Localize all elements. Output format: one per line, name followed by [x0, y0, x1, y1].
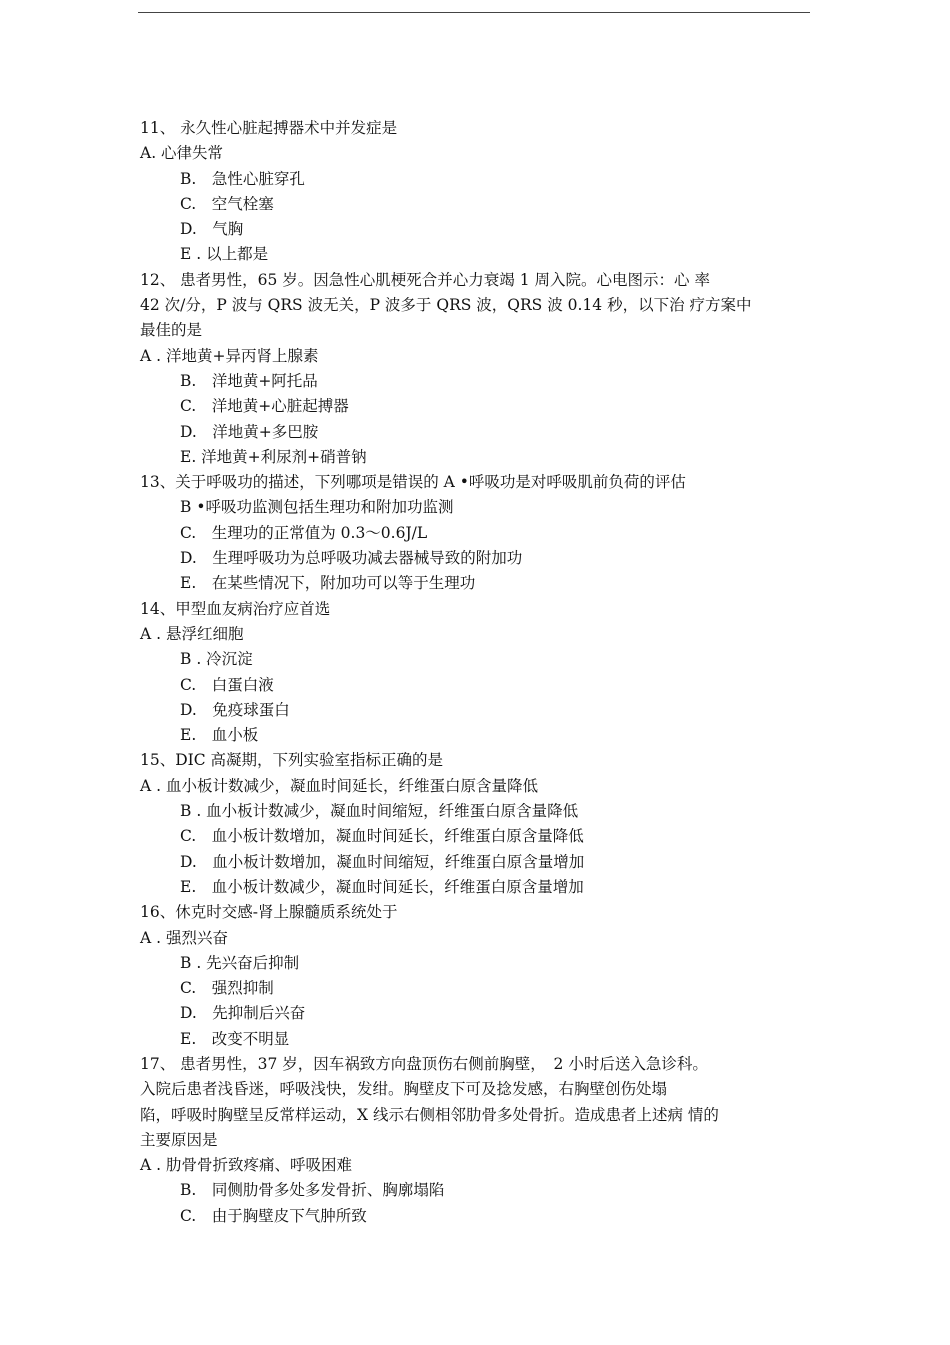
answer-option: C. 洋地黄+心脏起搏器: [180, 397, 349, 416]
answer-option: C. 由于胸壁皮下气肿所致: [180, 1206, 367, 1225]
question-block: [140, 116, 812, 268]
answer-option: B. 洋地黄+阿托品: [180, 371, 318, 390]
option-a: A. 心律失常: [140, 144, 224, 163]
answer-option: C. 血小板计数增加，凝血时间延长，纤维蛋白原含量降低: [180, 827, 584, 846]
question-stem-line: 最佳的是: [140, 321, 203, 340]
question-stem-line: 11、 永久性心脏起搏器术中并发症是: [140, 119, 398, 137]
question-block: [140, 748, 812, 900]
answer-option: C. 生理功的正常值为 0.3〜0.6J/L: [180, 523, 428, 542]
question-block: [140, 268, 812, 470]
header-rule: [138, 12, 810, 13]
question-stem-line: 17、 患者男性，37 岁，因车祸致方向盘顶伤右侧前胸壁， 2 小时后送入急诊科。: [140, 1054, 708, 1073]
question-stem-line: 14、甲型血友病治疗应首选: [140, 599, 331, 618]
question-block: [140, 1052, 812, 1229]
question-stem-line: 16、休克时交感-肾上腺髓质系统处于: [140, 903, 398, 922]
answer-option: D. 生理呼吸功为总呼吸功减去器械导致的附加功: [180, 549, 523, 568]
question-list: [140, 116, 812, 1229]
question-stem-line: 入院后患者浅昏迷，呼吸浅快，发绀。胸壁皮下可及捻发感，右胸壁创伤处塌: [140, 1080, 668, 1099]
question-block: [140, 597, 812, 749]
answer-option: E. 在某些情况下，附加功可以等于生理功: [180, 574, 476, 593]
option-a: A . 强烈兴奋: [140, 928, 228, 947]
answer-option: C. 白蛋白液: [180, 675, 274, 694]
question-stem-line: 13、关于呼吸功的描述，下列哪项是错误的 A •呼吸功是对呼吸肌前负荷的评估: [140, 473, 686, 492]
answer-option: B. 同侧肋骨多处多发骨折、胸廓塌陷: [180, 1181, 445, 1200]
answer-option: B. 急性心脏穿孔: [180, 169, 305, 188]
answer-option: D. 气胸: [180, 220, 244, 239]
option-a: A . 肋骨骨折致疼痛、呼吸困难: [140, 1156, 352, 1175]
answer-option: C. 强烈抑制: [180, 979, 274, 998]
answer-option: E. 血小板: [180, 726, 259, 745]
question-stem-line: 15、DIC 高凝期，下列实验室指标正确的是: [140, 751, 444, 770]
answer-option: E. 血小板计数减少，凝血时间延长，纤维蛋白原含量增加: [180, 877, 584, 896]
question-block: [140, 470, 812, 596]
answer-option: B •呼吸功监测包括生理功和附加功监测: [180, 498, 454, 517]
answer-option: D. 免疫球蛋白: [180, 700, 290, 719]
answer-option: B . 先兴奋后抑制: [180, 953, 300, 972]
question-stem-line: 陷，呼吸时胸壁呈反常样运动，X 线示右侧相邻肋骨多处骨折。造成患者上述病 情的: [140, 1105, 719, 1124]
answer-option: C. 空气栓塞: [180, 194, 274, 213]
answer-option: E. 改变不明显: [180, 1029, 290, 1048]
option-a: A . 洋地黄+异丙肾上腺素: [140, 346, 319, 365]
answer-option: B . 冷沉淀: [180, 650, 253, 669]
question-stem-line: 12、 患者男性，65 岁。因急性心肌梗死合并心力衰竭 1 周入院。心电图示：心 率: [140, 270, 710, 289]
question-stem-line: 42 次/分，P 波与 QRS 波无关，P 波多于 QRS 波，QRS 波 0.14 秒，以下治 疗方案中: [140, 296, 752, 315]
answer-option: E . 以上都是: [180, 245, 269, 264]
option-a: A . 悬浮红细胞: [140, 624, 244, 643]
answer-option: D. 先抑制后兴奋: [180, 1004, 306, 1023]
answer-option: D. 洋地黄+多巴胺: [180, 422, 319, 441]
answer-option: E. 洋地黄+利尿剂+硝普钠: [180, 447, 367, 466]
question-block: [140, 900, 812, 1052]
answer-option: B . 血小板计数减少，凝血时间缩短，纤维蛋白原含量降低: [180, 802, 579, 821]
option-a: A . 血小板计数减少，凝血时间延长，纤维蛋白原含量降低: [140, 776, 538, 795]
question-stem-line: 主要原因是: [140, 1130, 218, 1149]
answer-option: D. 血小板计数增加，凝血时间缩短，纤维蛋白原含量增加: [180, 852, 585, 871]
